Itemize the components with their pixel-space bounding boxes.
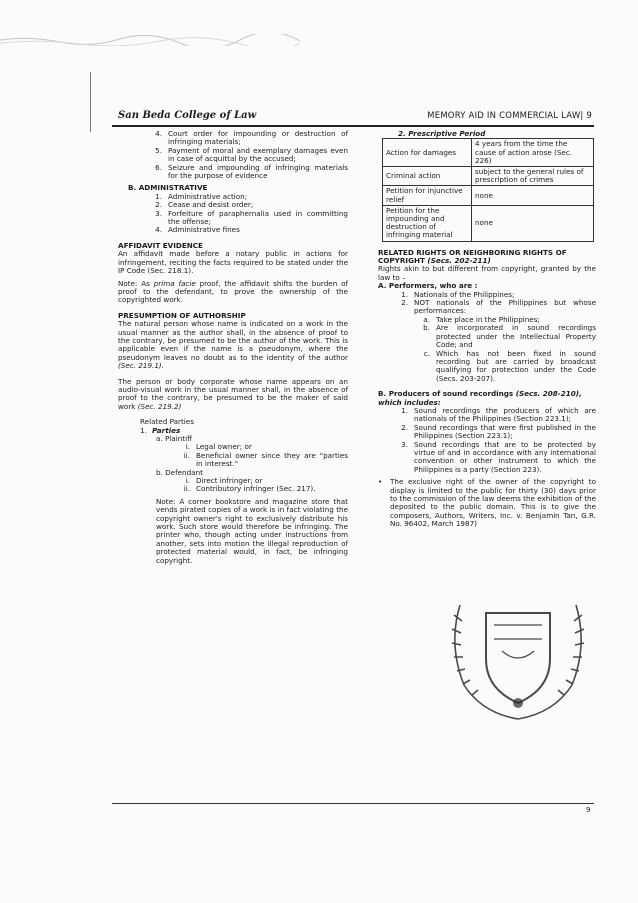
table-row: Action for damages 4 years from the time the cause of action arose (Sec. 226) — [383, 139, 594, 167]
page-header — [118, 110, 592, 124]
affidavit-note: Note: As prima facie proof, the affidavit shifts the burden of proof to the defendant, to prove the ownership of the copyrighted work. — [118, 278, 349, 305]
header-rule — [112, 125, 594, 127]
list-item: 2. Cease and desist order; — [155, 200, 254, 210]
list-item: b. Are incorporated in sound recordings protected under the Intellectual Property Code; and — [423, 323, 596, 350]
list-item: 4. Administrative fines — [155, 225, 240, 235]
affidavit-heading: AFFIDAVIT EVIDENCE — [118, 240, 203, 250]
parties-subheading: 1. Parties — [140, 425, 181, 435]
affidavit-paragraph: An affidavit made before a notary public in actions for infringement, reciting the facts required to be stated under the IP Code (Sec. 218.1). — [118, 249, 348, 276]
producers-heading: B. Producers of sound recordings (Secs. 208-210), which includes: — [378, 389, 582, 407]
prescription-table — [382, 138, 594, 241]
footer-rule — [112, 803, 594, 804]
list-item: 3. Forfeiture of paraphernalia used in committing the offense; — [155, 208, 348, 227]
related-parties-note: Note: A corner bookstore and magazine store that vends pirated copies of a work is in fact violating the copyright owner's right to exclusively distribute his work. Such store would therefore be infringing. The printer who, though acting under instructions from another, sets into motion the illegal reproduction of protected material would, in fact, be infringing copyright. — [156, 496, 348, 565]
list-item: 4. Court order for impounding or destruction of infringing materials; — [155, 129, 348, 147]
running-title: MEMORY AID IN COMMERCIAL LAW| 9 — [427, 111, 592, 121]
list-item: i. Direct infringer; or — [185, 476, 263, 486]
list-item: c. Which has not been fixed in sound recording but are carried by broadcast qualifying for protection under the Code (Secs. 203-207). — [423, 348, 596, 383]
list-item: 6. Seizure and impounding of infringing materials for the purpose of evidence — [155, 162, 348, 181]
presumption-paragraph: The natural person whose name is indicated on a work in the usual manner as the author shall, in the absence of proof to the contrary, be presumed to be the author of the work. This is applicable even if the name is a pseudonym, where the pseudonym leaves no doubt as to the identity of the author (Sec. 219.1). — [118, 319, 348, 371]
presumption-paragraph-2: The person or body corporate whose name appears on an audio-visual work in the usual manner shall, in the absence of proof to the contrary, be presumed to be the maker of said work (Sec. 219.2) — [118, 376, 348, 411]
list-item: a. Take place in the Philippines; — [423, 314, 540, 324]
list-item: 3. Sound recordings that are to be protected by virtue of and in accordance with any international convention or other instrument to which the Philippines is a party (Section 223). — [401, 439, 596, 474]
related-rights-heading: RELATED RIGHTS OR NEIGHBORING RIGHTS OF COPYRIGHT (Secs. 202-211) — [378, 247, 567, 266]
right-column — [378, 130, 596, 529]
plaintiff-label: a. Plaintiff — [156, 434, 193, 443]
college-title: San Beda College of Law — [118, 110, 257, 121]
list-item: 1. Sound recordings the producers of which are nationals of the Philippines (Section 223.1); — [401, 405, 596, 424]
scan-noise — [0, 34, 300, 46]
page-number: 9 — [586, 806, 591, 814]
defendant-label: b. Defendant — [156, 467, 203, 477]
list-item: 1. Nationals of the Philippines; — [401, 289, 515, 299]
margin-mark — [90, 72, 91, 132]
performers-heading: A. Performers, who are : — [378, 281, 478, 291]
list-item: 1. Administrative action; — [155, 191, 248, 201]
list-item: ii. Contributory infringer (Sec. 217). — [183, 484, 316, 494]
table-row: Petition for the impounding and destruction of infringing material none — [383, 205, 594, 241]
left-column — [118, 130, 348, 565]
prescriptive-heading: 2. Prescriptive Period — [398, 129, 486, 138]
list-item: i. Legal owner; or — [185, 442, 252, 452]
list-item: 2. Sound recordings that were first published in the Philippines (Section 223.1); — [401, 422, 596, 441]
related-parties-heading: Related Parties — [140, 417, 194, 427]
college-seal-watermark — [442, 585, 594, 725]
administrative-heading: B. ADMINISTRATIVE — [128, 183, 208, 193]
table-row: Criminal action subject to the general rules of prescription of crimes — [383, 167, 594, 186]
related-rights-intro: Rights akin to but different from copyright, granted by the law to – — [378, 264, 596, 282]
bullet-note: • The exclusive right of the owner of the copyright to display is limited to the public for thirty (30) days prior to the commission of the law deems the exhibition of the deposited to the public domain. This is to give the composers, Authors, Writers, Inc. v. Benjamin Tan, G.R. No. 96402, March 1987) — [378, 477, 596, 529]
list-item: ii. Beneficial owner since they are "parties in interest." — [183, 450, 348, 469]
presumption-heading: PRESUMPTION OF AUTHORSHIP — [118, 310, 246, 320]
list-item: 2. NOT nationals of the Philippines but whose performances: — [401, 298, 596, 316]
table-row: Petition for injunctive relief none — [383, 186, 594, 205]
list-item: 5. Payment of moral and exemplary damages even in case of acquittal by the accused; — [155, 145, 348, 164]
